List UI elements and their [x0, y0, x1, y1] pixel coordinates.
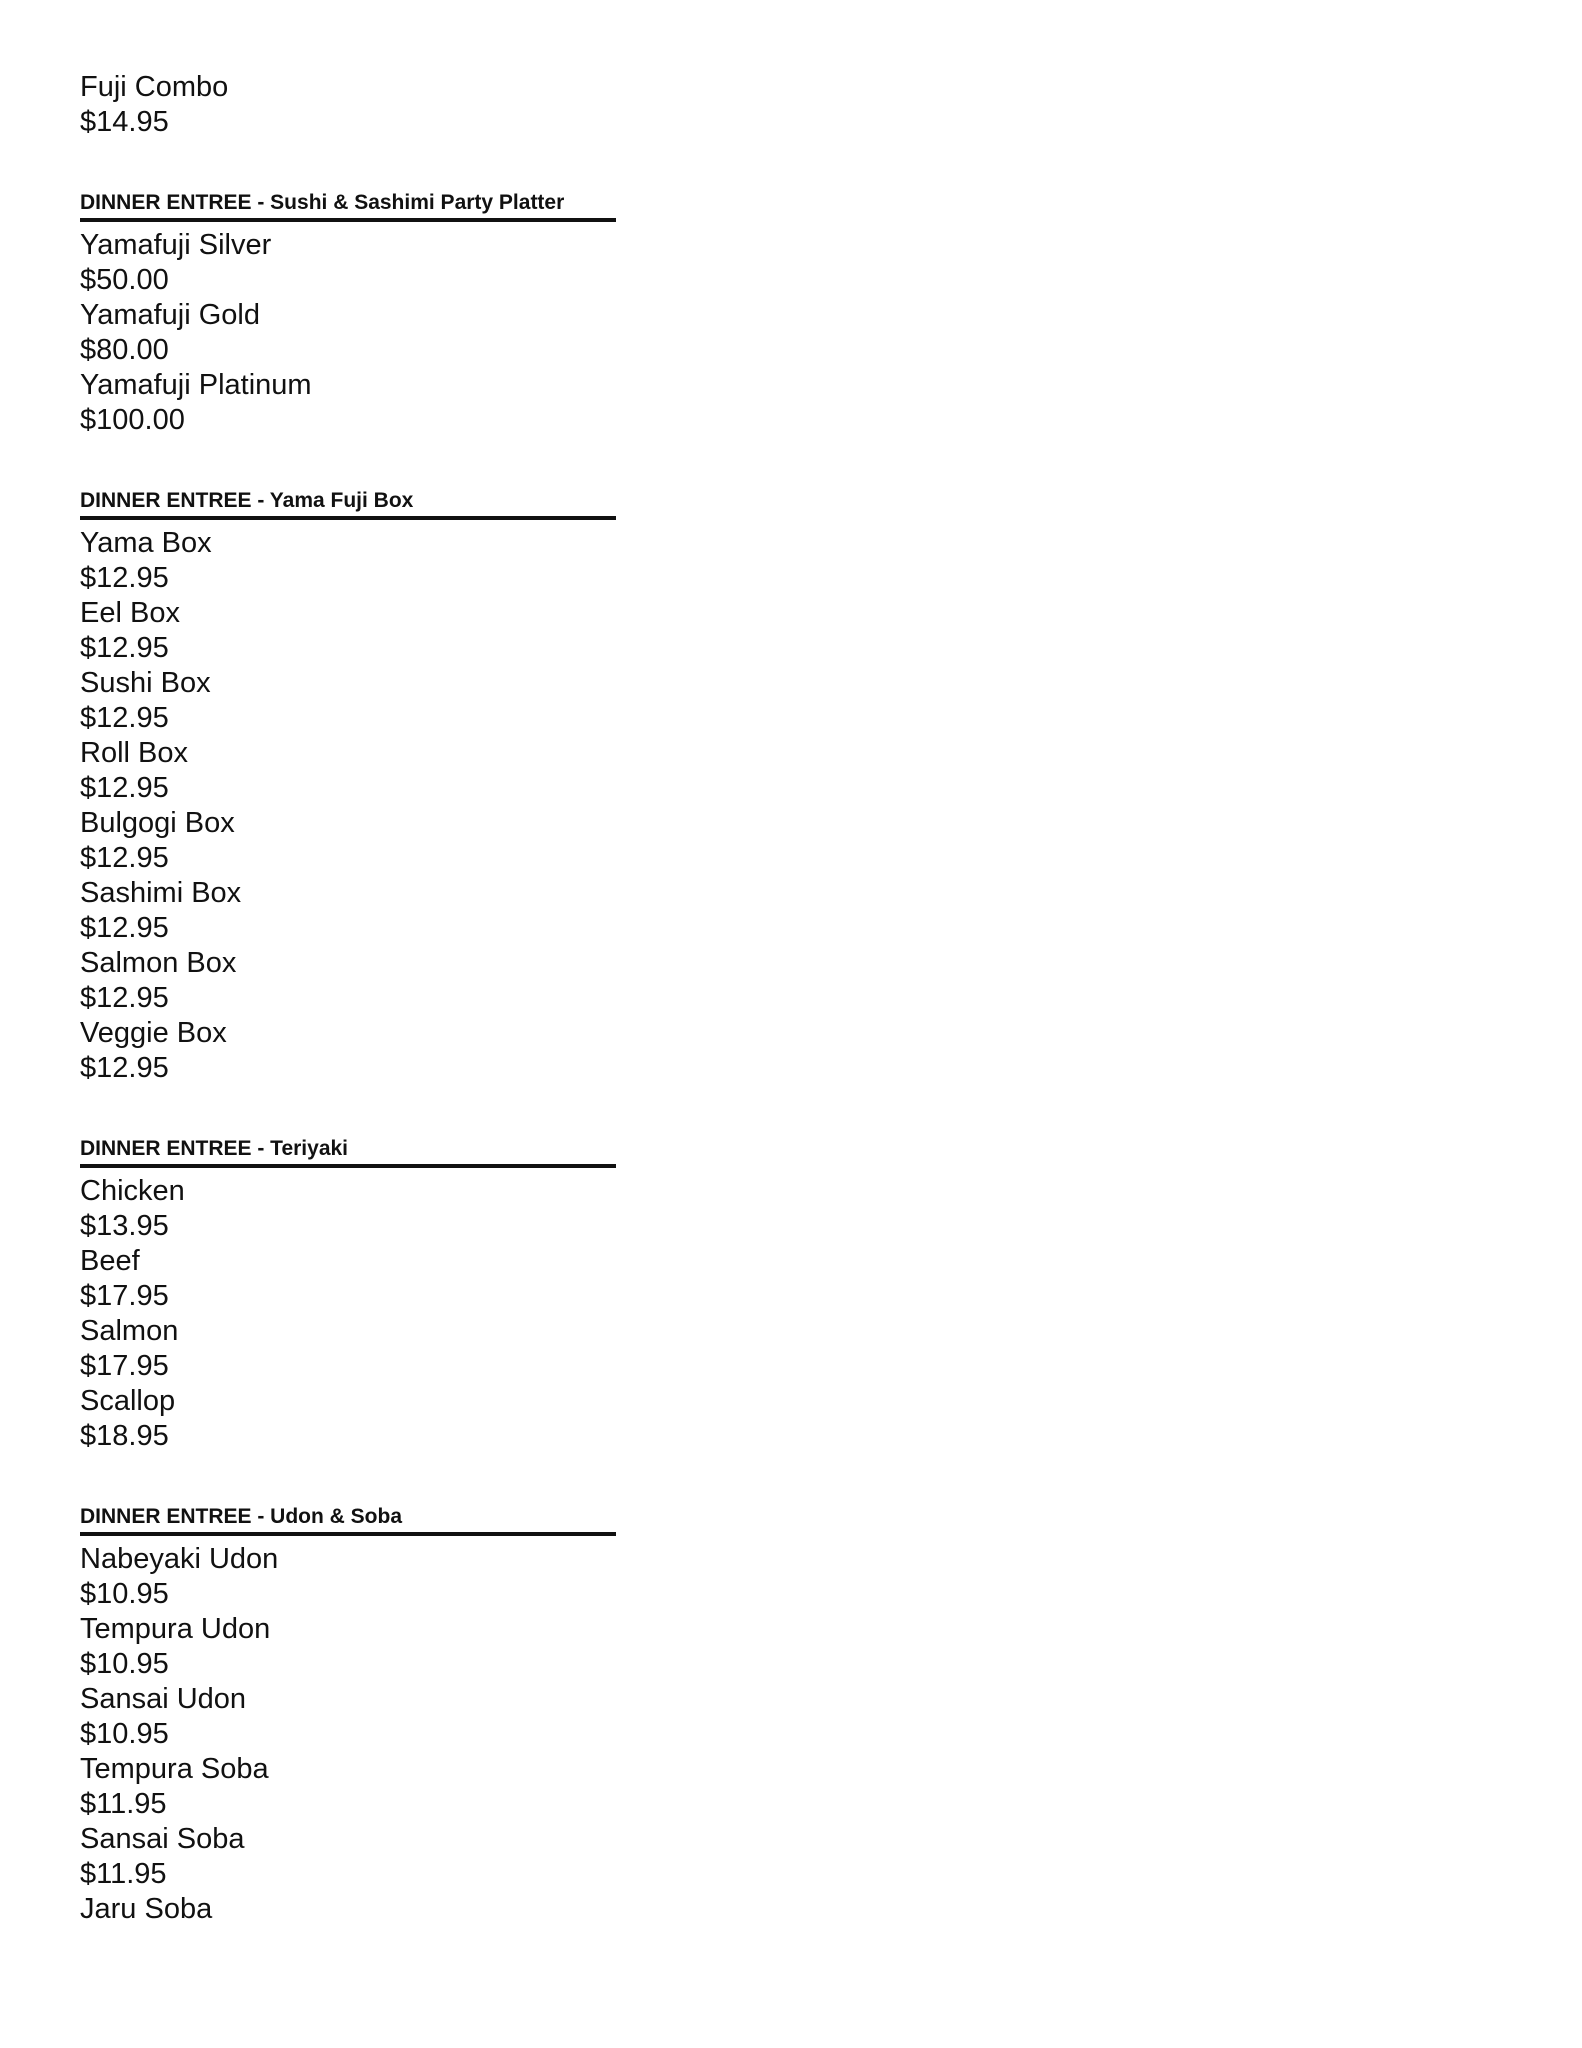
menu-item-name: Yamafuji Gold — [80, 299, 260, 331]
intro-items — [80, 70, 620, 140]
menu-item-name: Chicken — [80, 1175, 185, 1207]
menu-item-name: Sansai Udon — [80, 1683, 247, 1715]
menu-item-name: Sushi Box — [80, 667, 211, 699]
menu-item-name: Sansai Soba — [80, 1823, 245, 1855]
section-header: DINNER ENTREE - Udon & Soba — [80, 1504, 616, 1536]
menu-section — [80, 1136, 620, 1454]
menu-item-name: Tempura Soba — [80, 1753, 269, 1785]
menu-item-name: Beef — [80, 1245, 140, 1277]
menu-item-name: Nabeyaki Udon — [80, 1543, 279, 1575]
menu-item-price: $11.95 — [80, 1788, 167, 1820]
menu-item-name: Tempura Udon — [80, 1613, 271, 1645]
menu-item-name: Yama Box — [80, 527, 212, 559]
menu-section — [80, 488, 620, 1086]
menu-item-price: $18.95 — [80, 1420, 169, 1452]
menu-item-price: $13.95 — [80, 1210, 169, 1242]
menu-item-name: Eel Box — [80, 597, 180, 629]
menu-item-price: $10.95 — [80, 1648, 169, 1680]
section-header: DINNER ENTREE - Teriyaki — [80, 1136, 616, 1168]
menu-item-name: Salmon — [80, 1315, 179, 1347]
menu-item-price: $12.95 — [80, 562, 169, 594]
menu-item-price: $11.95 — [80, 1858, 167, 1890]
menu-item-price: $17.95 — [80, 1280, 169, 1312]
menu-item-price: $14.95 — [80, 106, 169, 138]
menu-item-name: Sashimi Box — [80, 877, 242, 909]
menu-item-price: $12.95 — [80, 912, 169, 944]
menu-item-price: $10.95 — [80, 1578, 169, 1610]
menu-section — [80, 190, 620, 438]
menu-document — [80, 70, 620, 1977]
menu-item-name: Bulgogi Box — [80, 807, 235, 839]
menu-item-price: $12.95 — [80, 772, 169, 804]
menu-item-name: Scallop — [80, 1385, 176, 1417]
menu-item-name: Fuji Combo — [80, 71, 229, 103]
menu-item-price: $12.95 — [80, 842, 169, 874]
section-header: DINNER ENTREE - Yama Fuji Box — [80, 488, 616, 520]
menu-item-name: Roll Box — [80, 737, 188, 769]
menu-item-price: $80.00 — [80, 334, 169, 366]
menu-item-price: $12.95 — [80, 632, 169, 664]
menu-item-name: Salmon Box — [80, 947, 237, 979]
menu-item-price: $17.95 — [80, 1350, 169, 1382]
menu-item-price: $12.95 — [80, 1052, 169, 1084]
menu-item-name: Yamafuji Silver — [80, 229, 272, 261]
menu-section — [80, 1504, 620, 1927]
menu-item-price: $10.95 — [80, 1718, 169, 1750]
menu-item-name: Veggie Box — [80, 1017, 227, 1049]
menu-item-price: $100.00 — [80, 404, 185, 436]
section-header: DINNER ENTREE - Sushi & Sashimi Party Platter — [80, 190, 616, 222]
menu-sections — [80, 190, 620, 1927]
menu-item-name: Yamafuji Platinum — [80, 369, 312, 401]
menu-item-price: $50.00 — [80, 264, 169, 296]
menu-item-name: Jaru Soba — [80, 1893, 213, 1925]
menu-item-price: $12.95 — [80, 702, 169, 734]
menu-item-price: $12.95 — [80, 982, 169, 1014]
